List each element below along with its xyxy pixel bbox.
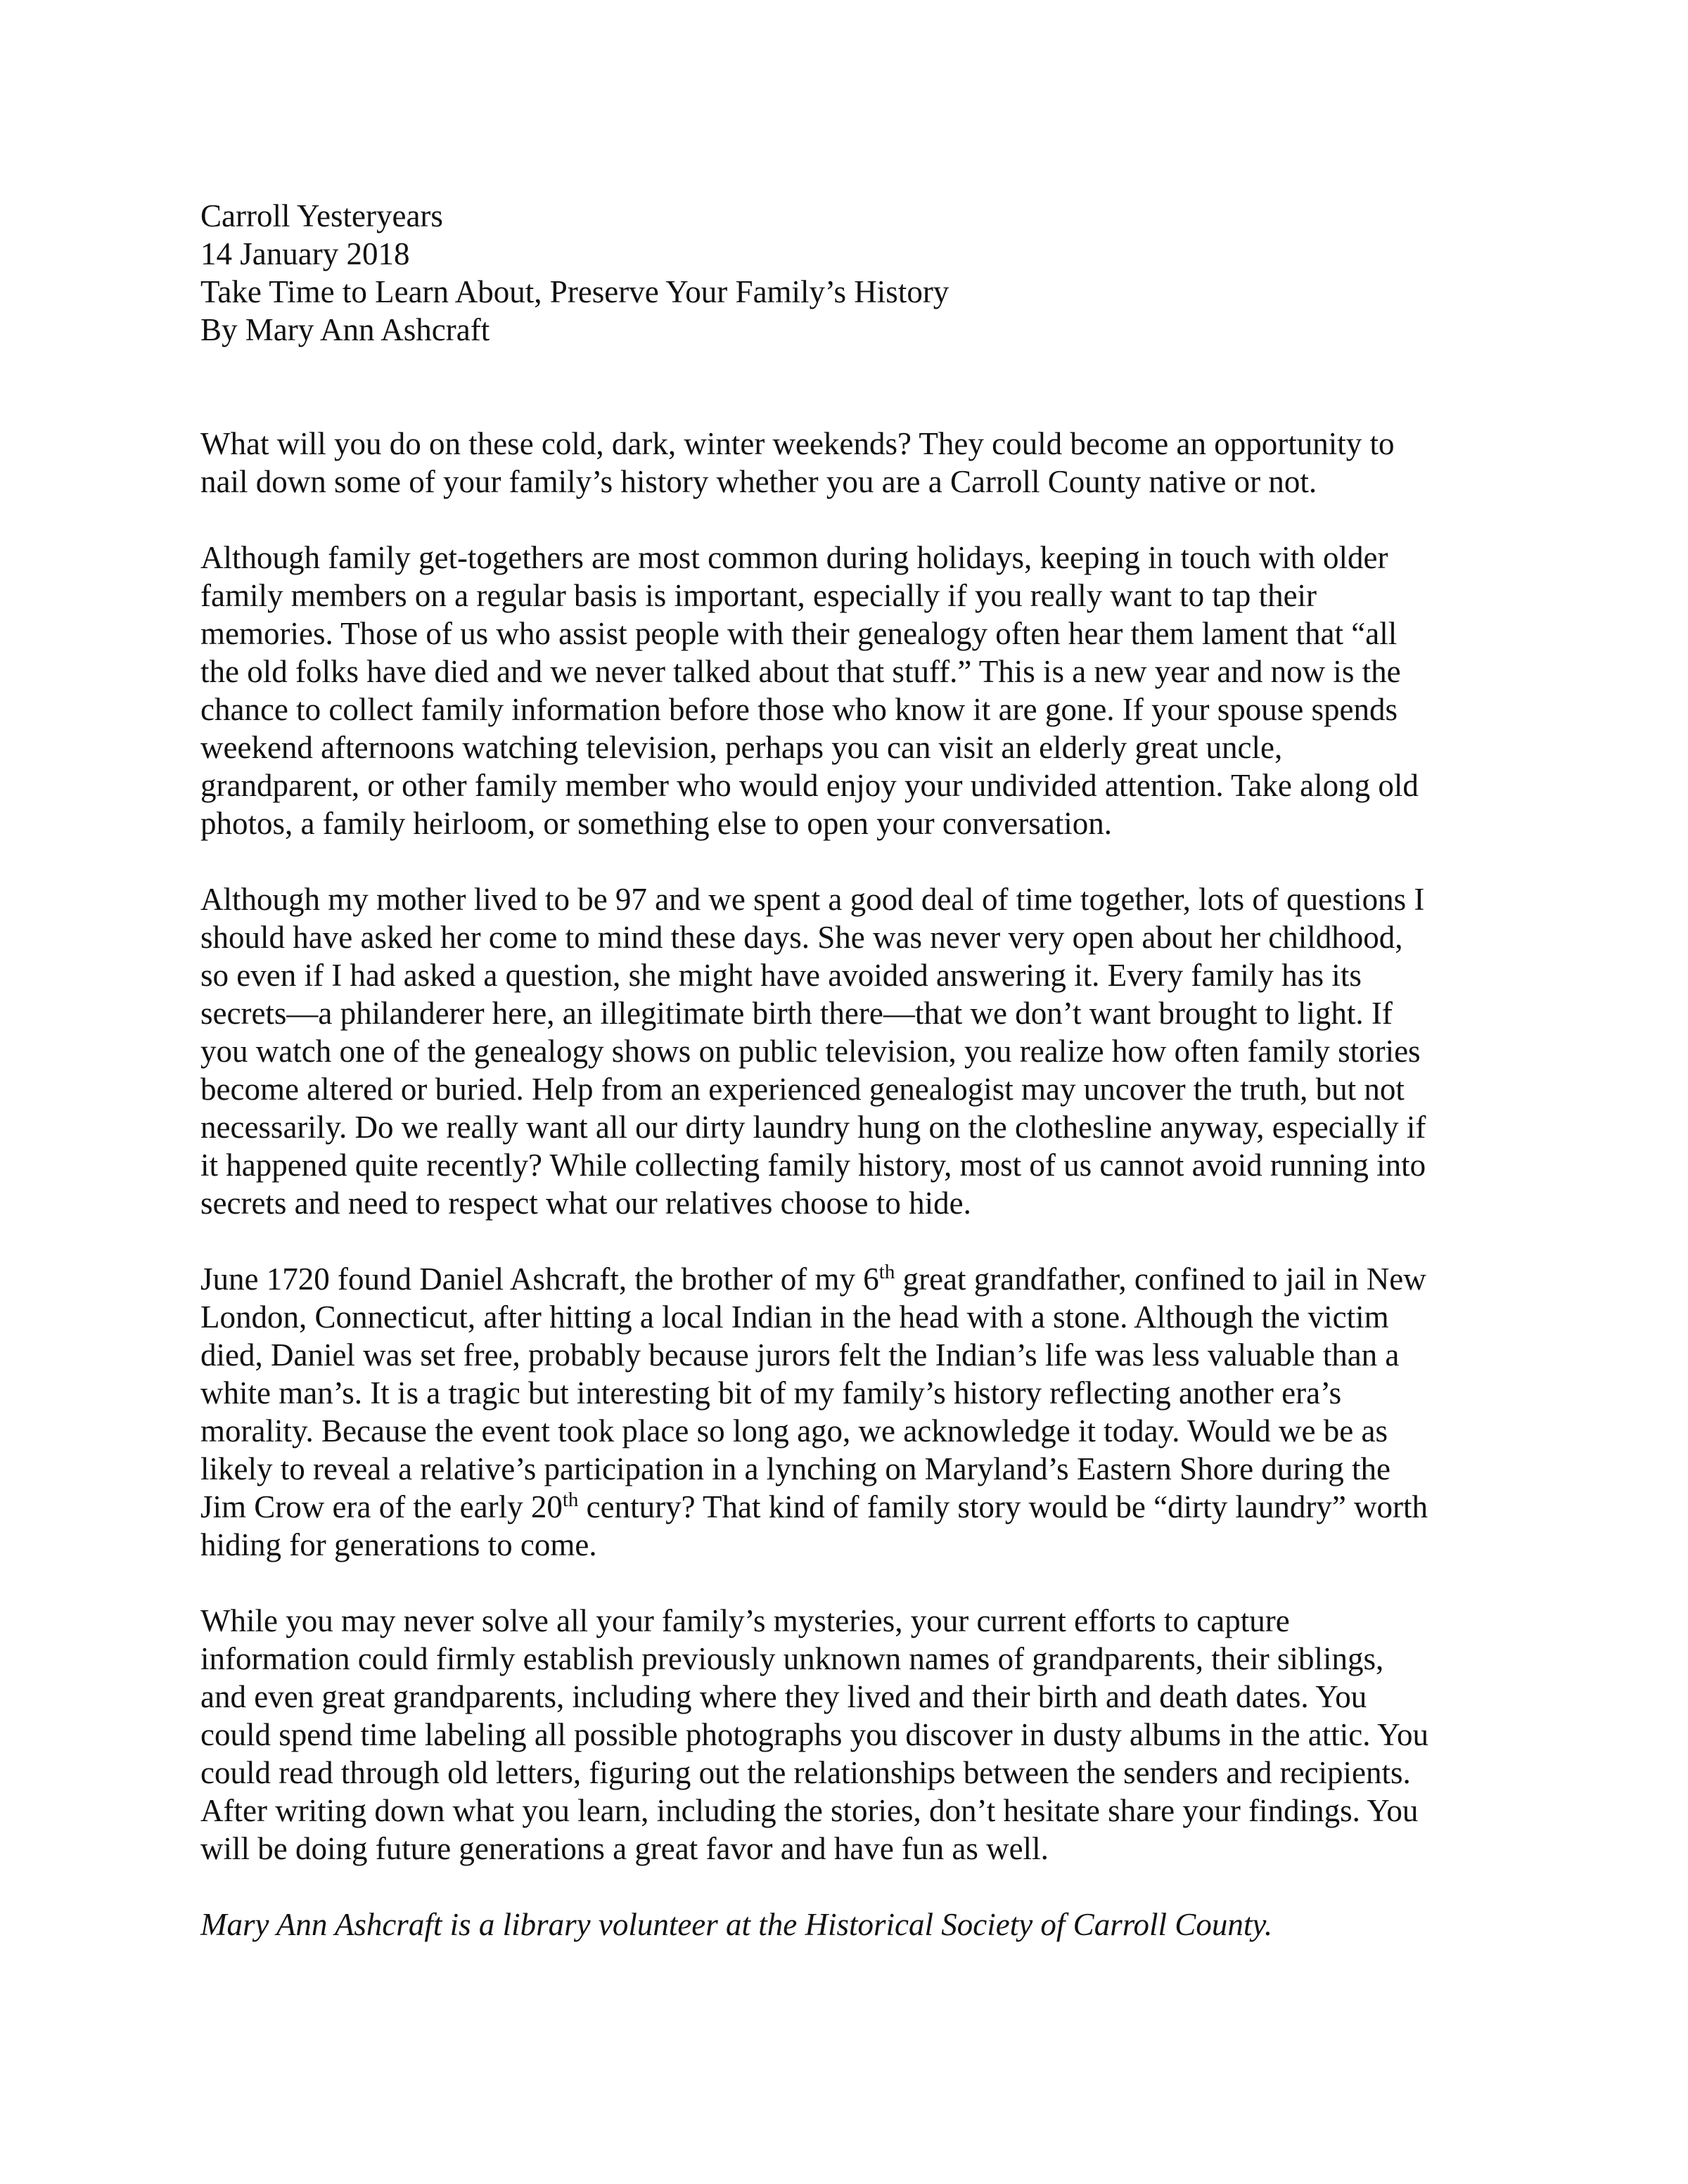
text-line: you watch one of the genealogy shows on public television, you realize how often family stories	[200, 1034, 1421, 1069]
text-line: information could firmly establish previously unknown names of grandparents, their siblings,	[200, 1641, 1384, 1676]
text-segment: Jim Crow era of the early 20	[200, 1489, 563, 1524]
ordinal-superscript: th	[562, 1489, 579, 1511]
text-line: likely to reveal a relative’s participation in a lynching on Maryland’s Eastern Shore during the	[200, 1451, 1391, 1486]
text-line: white man’s. It is a tragic but interesting bit of my family’s history reflecting another era’s	[200, 1375, 1342, 1411]
text-line	[200, 1488, 1509, 1526]
text-line: and even great grandparents, including where they lived and their birth and death dates. You	[200, 1679, 1367, 1714]
text-line: so even if I had asked a question, she might have avoided answering it. Every family has its	[200, 958, 1362, 993]
text-segment: century? That kind of family story would be “dirty laundry” worth	[578, 1489, 1428, 1524]
text-line: will be doing future generations a great favor and have fun as well.	[200, 1831, 1049, 1866]
paragraph-2	[200, 539, 1509, 842]
text-line: died, Daniel was set free, probably because jurors felt the Indian’s life was less valuable than a	[200, 1337, 1400, 1373]
text-line: it happened quite recently? While collecting family history, most of us cannot avoid running into	[200, 1148, 1426, 1183]
byline: By Mary Ann Ashcraft	[200, 312, 490, 347]
author-bio: Mary Ann Ashcraft is a library volunteer at the Historical Society of Carroll County.	[200, 1907, 1273, 1942]
text-line: Although family get-togethers are most common during holidays, keeping in touch with older	[200, 540, 1388, 575]
text-line: grandparent, or other family member who would enjoy your undivided attention. Take along old	[200, 768, 1419, 803]
column-name: Carroll Yesteryears	[200, 198, 443, 233]
publication-date: 14 January 2018	[200, 236, 410, 271]
text-line: After writing down what you learn, including the stories, don’t hesitate share your findings. You	[200, 1793, 1419, 1828]
document-page	[200, 197, 1509, 1944]
text-line: the old folks have died and we never talked about that stuff.” This is a new year and now is the	[200, 654, 1401, 689]
text-line: secrets—a philanderer here, an illegitimate birth there—that we don’t want brought to light. If	[200, 996, 1393, 1031]
text-line: What will you do on these cold, dark, winter weekends? They could become an opportunity to	[200, 426, 1395, 461]
text-segment: June 1720 found Daniel Ashcraft, the brother of my 6	[200, 1261, 879, 1297]
text-line: could spend time labeling all possible photographs you discover in dusty albums in the attic. You	[200, 1717, 1429, 1752]
text-line: London, Connecticut, after hitting a local Indian in the head with a stone. Although the victim	[200, 1299, 1389, 1335]
text-line: photos, a family heirloom, or something else to open your conversation.	[200, 806, 1112, 841]
text-line: secrets and need to respect what our relatives choose to hide.	[200, 1186, 971, 1221]
paragraph-5	[200, 1602, 1509, 1868]
text-segment: great grandfather, confined to jail in New	[895, 1261, 1426, 1297]
ordinal-superscript: th	[878, 1261, 895, 1283]
text-line: morality. Because the event took place so long ago, we acknowledge it today. Would we be as	[200, 1413, 1388, 1448]
text-line: could read through old letters, figuring out the relationships between the senders and recipients.	[200, 1755, 1411, 1790]
text-line: become altered or buried. Help from an experienced genealogist may uncover the truth, but not	[200, 1072, 1405, 1107]
text-line: Although my mother lived to be 97 and we spent a good deal of time together, lots of questions I	[200, 882, 1425, 917]
paragraph-4	[200, 1260, 1509, 1564]
article-header	[200, 197, 1509, 349]
text-line	[200, 1260, 1509, 1298]
text-line: family members on a regular basis is important, especially if you really want to tap their	[200, 578, 1317, 613]
text-line: While you may never solve all your family’s mysteries, your current efforts to capture	[200, 1603, 1290, 1638]
text-line: memories. Those of us who assist people with their genealogy often hear them lament that “all	[200, 616, 1398, 651]
text-line: necessarily. Do we really want all our dirty laundry hung on the clothesline anyway, especially if	[200, 1110, 1426, 1145]
paragraph-3	[200, 880, 1509, 1222]
paragraph-1	[200, 425, 1509, 501]
text-line: should have asked her come to mind these days. She was never very open about her childhood,	[200, 920, 1403, 955]
text-line: chance to collect family information before those who know it are gone. If your spouse spends	[200, 692, 1398, 727]
text-line: weekend afternoons watching television, perhaps you can visit an elderly great uncle,	[200, 730, 1283, 765]
article-title: Take Time to Learn About, Preserve Your Family’s History	[200, 274, 950, 309]
text-line: nail down some of your family’s history whether you are a Carroll County native or not.	[200, 464, 1317, 499]
text-line: hiding for generations to come.	[200, 1527, 597, 1562]
